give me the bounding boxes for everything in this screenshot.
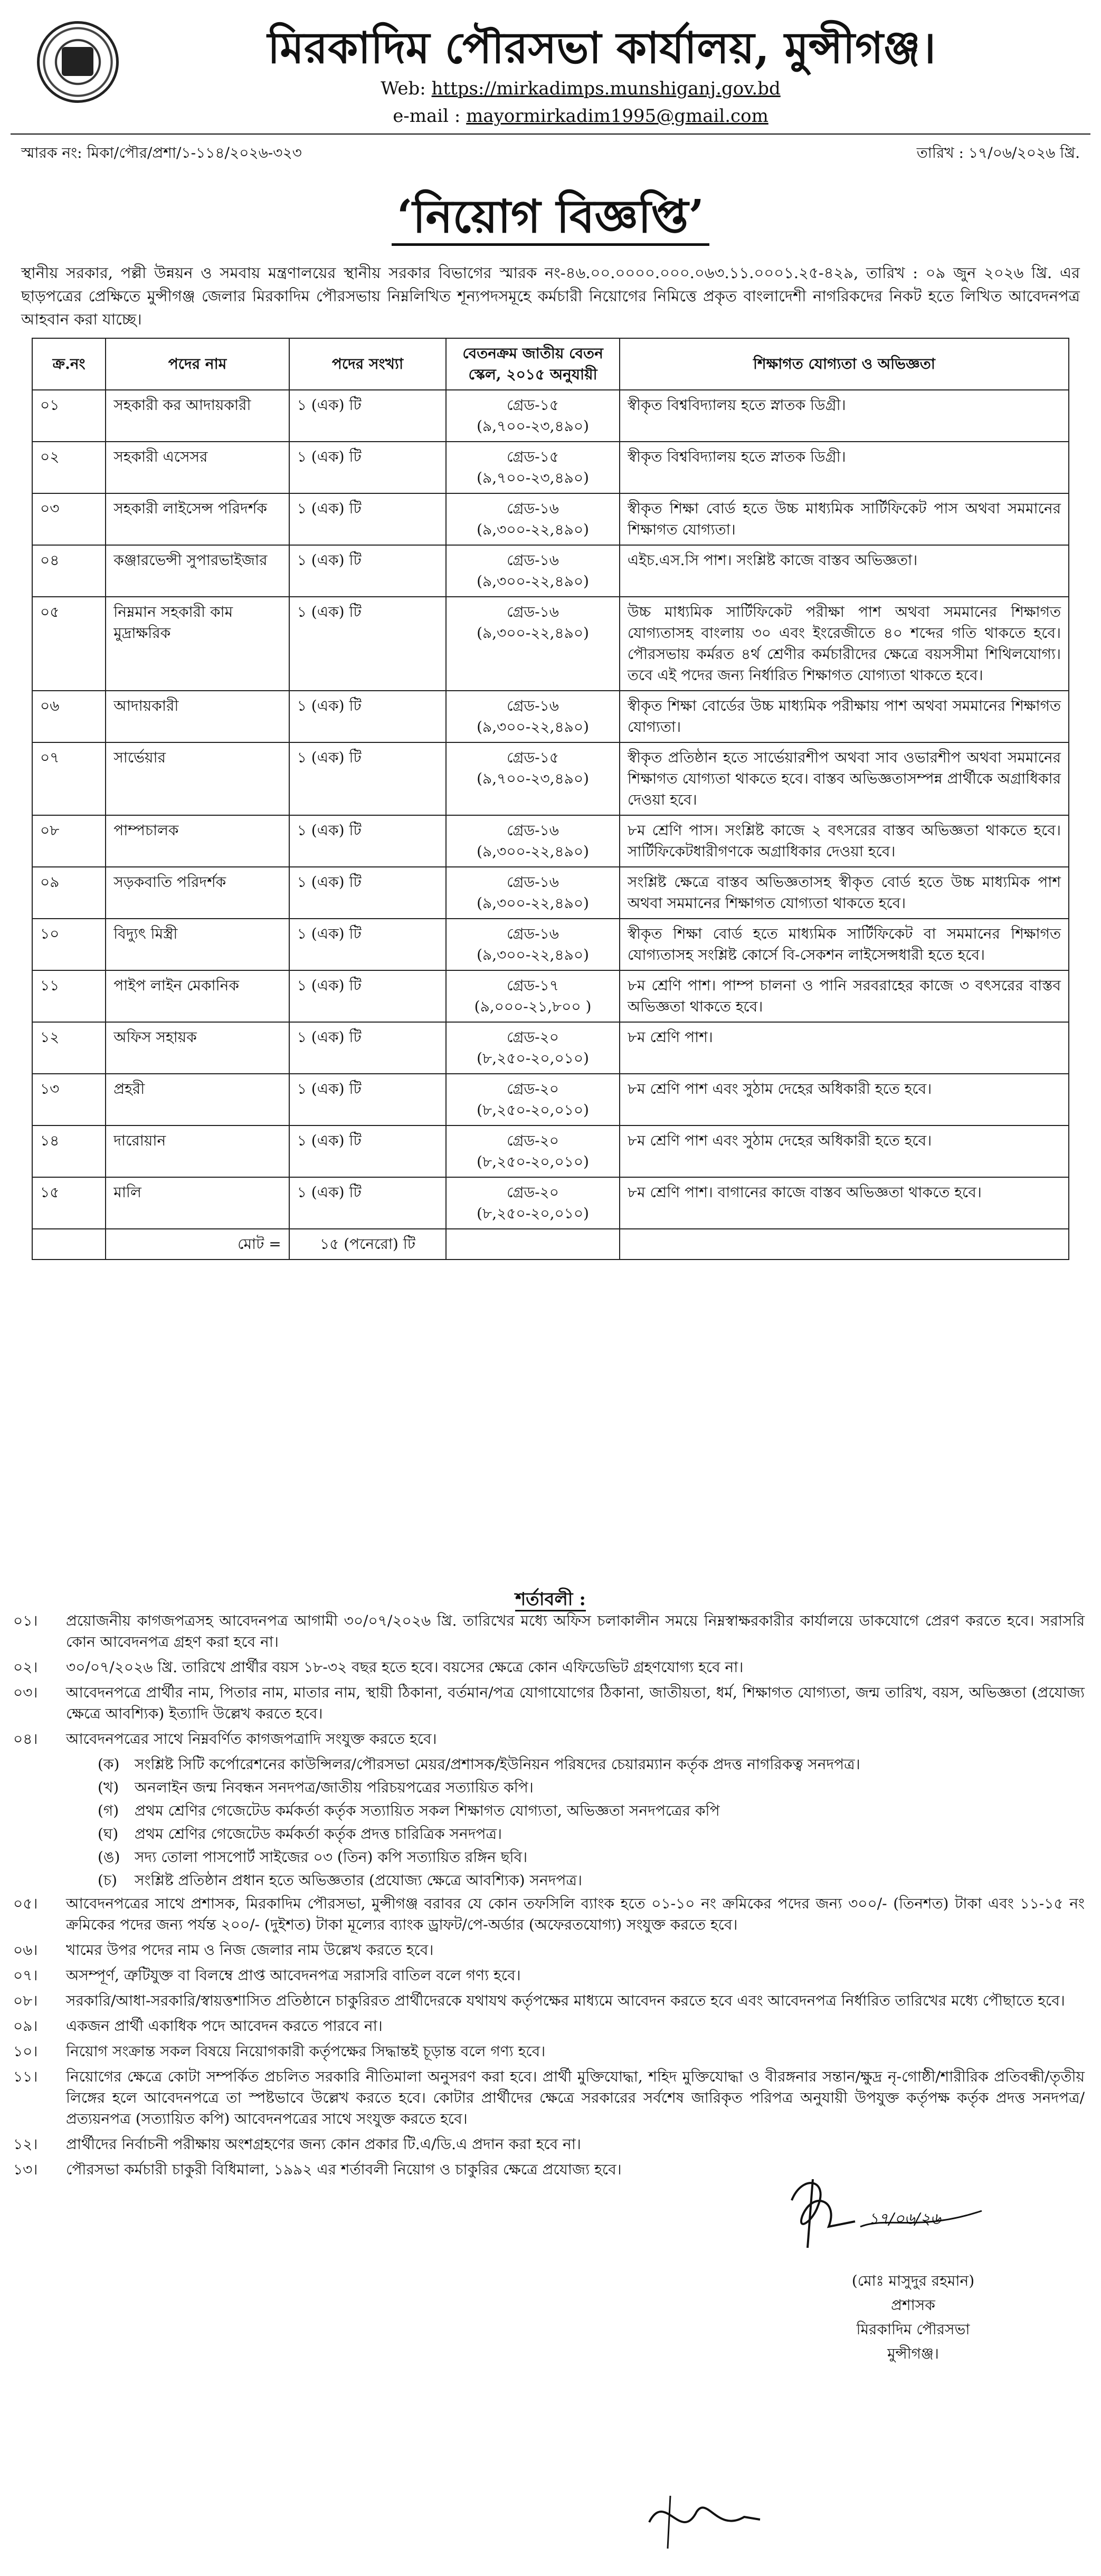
condition-number: (গ) [98, 1802, 119, 1819]
serial-cell: ১২ [32, 1022, 106, 1074]
post-count-cell: ১ (এক) টি [289, 867, 446, 919]
post-name-cell: সহকারী লাইসেন্স পরিদর্শক [106, 493, 289, 545]
email-label: e-mail : [393, 106, 461, 127]
header-divider [11, 133, 1090, 135]
serial-cell: ০৮ [32, 815, 106, 867]
table-row [32, 970, 1069, 1022]
qualification-cell: স্বীকৃত বিশ্ববিদ্যালয় হতে স্নাতক ডিগ্রী। [620, 442, 1069, 493]
table-row [32, 597, 1069, 691]
post-name-cell: প্রহরী [106, 1074, 289, 1125]
condition-item [13, 1610, 1085, 1653]
total-value: ১৫ (পনেরো) টি [289, 1229, 446, 1260]
condition-text: প্রথম শ্রেণির গেজেটেড কর্মকর্তা কর্তৃক সত্যায়িত সকল শিক্ষাগত যোগ্যতা, অভিজ্ঞতা সনদপত্রের কপি [135, 1802, 720, 1819]
condition-subitem [98, 1800, 1085, 1821]
post-name-cell: অফিস সহায়ক [106, 1022, 289, 1074]
post-count-cell: ১ (এক) টি [289, 545, 446, 597]
table-row [32, 1177, 1069, 1229]
pay-scale-cell: গ্রেড-১৫ (৯,৭০০-২৩,৪৯০) [446, 442, 620, 493]
notice-title: ‘নিয়োগ বিজ্ঞপ্তি’ [392, 190, 709, 246]
serial-cell: ১৩ [32, 1074, 106, 1125]
table-row [32, 867, 1069, 919]
post-count-cell: ১ (এক) টি [289, 691, 446, 742]
condition-item [13, 2134, 1085, 2155]
vacancy-rows [32, 390, 1069, 1229]
condition-subitem [98, 1754, 1085, 1775]
condition-text: সদ্য তোলা পাসপোর্ট সাইজের ০৩ (তিন) কপি সত্যায়িত রঙ্গিন ছবি। [135, 1848, 528, 1866]
condition-number: ০১। [13, 1612, 38, 1629]
qualification-cell: সংশ্লিষ্ট ক্ষেত্রে বাস্তব অভিজ্ঞতাসহ স্বীকৃত বোর্ড হতে উচ্চ মাধ্যমিক পাশ অথবা সমমানের শিক্ষাগত যোগ্যতা থাকতে হবে। [620, 867, 1069, 919]
condition-text: আবেদনপত্রের সাথে নিম্নবর্ণিত কাগজপত্রাদি সংযুক্ত করতে হবে। [66, 1730, 437, 1748]
post-count-cell: ১ (এক) টি [289, 1177, 446, 1229]
post-count-cell: ১ (এক) টি [289, 919, 446, 970]
condition-item [13, 2016, 1085, 2037]
qualification-cell: ৮ম শ্রেণি পাশ এবং সুঠাম দেহের অধিকারী হতে হবে। [620, 1074, 1069, 1125]
pay-scale-cell: গ্রেড-১৬ (৯,৩০০-২২,৪৯০) [446, 691, 620, 742]
website-link[interactable]: https://mirkadimps.munshiganj.gov.bd [431, 78, 781, 99]
condition-text: সংশ্লিষ্ট সিটি কর্পোরেশনের কাউন্সিলর/পৌরসভা মেয়র/প্রশাসক/ইউনিয়ন পরিষদের চেয়ারম্যান কর্তৃক প্রদত্ত নাগরিকত্ব সনদপত্র। [135, 1756, 860, 1773]
post-count-cell: ১ (এক) টি [289, 970, 446, 1022]
qualification-cell: ৮ম শ্রেণি পাশ। [620, 1022, 1069, 1074]
table-row [32, 545, 1069, 597]
serial-cell: ১৫ [32, 1177, 106, 1229]
qualification-cell: স্বীকৃত বিশ্ববিদ্যালয় হতে স্নাতক ডিগ্রী। [620, 390, 1069, 442]
condition-text: পৌরসভা কর্মচারী চাকুরী বিধিমালা, ১৯৯২ এর শর্তাবলী নিয়োগ ও চাকুরির ক্ষেত্রে প্রযোজ্য হবে। [66, 2161, 622, 2178]
condition-subitem [98, 1870, 1085, 1891]
condition-number: ১১। [13, 2068, 38, 2085]
serial-cell: ১০ [32, 919, 106, 970]
condition-text: সরকারি/আধা-সরকারি/স্বায়ত্তশাসিত প্রতিষ্ঠানে চাকুরিরত প্রার্থীদেরকে যথাযথ কর্তৃপক্ষের মাধ্যমে আবেদন করতে হবে এবং আবেদনপত্র নির্ধারিত তারিখের মধ্যে পৌছাতে হবে। [66, 1992, 1065, 2009]
intro-paragraph: স্থানীয় সরকার, পল্লী উন্নয়ন ও সমবায় মন্ত্রণালয়ের স্থানীয় সরকার বিভাগের স্মারক নং-৪৬.০০.০০০০.০০০.০৬৩.১১.০০০১.২৫-৪২৯, তারিখ : ০৯ জুন ২০২৬ খ্রি. এর ছাড়পত্রের প্রেক্ষিতে মুন্সীগঞ্জ জেলার মিরকাদিম পৌরসভায় নিম্নলিখিত শূন্যপদসমূহে কর্মচারী নিয়োগের নিমিত্তে প্রকৃত বাংলাদেশী নাগরিকদের নিকট হতে লিখিত আবেদনপত্র আহবান করা যাচ্ছে। [21, 264, 1080, 328]
post-count-cell: ১ (এক) টি [289, 742, 446, 815]
website-line [317, 78, 844, 99]
post-name-cell: পাইপ লাইন মেকানিক [106, 970, 289, 1022]
condition-text: অনলাইন জন্ম নিবন্ধন সনদপত্র/জাতীয় পরিচয়পত্রের সত্যায়িত কপি। [135, 1779, 534, 1796]
condition-number: (ঘ) [98, 1825, 119, 1843]
condition-number: (ক) [98, 1756, 120, 1773]
qualification-cell: স্বীকৃত শিক্ষা বোর্ডের উচ্চ মাধ্যমিক পরীক্ষায় পাশ অথবা সমমানের শিক্ষাগত যোগ্যতা। [620, 691, 1069, 742]
condition-text: নিয়োগের ক্ষেত্রে কোটা সম্পর্কিত প্রচলিত সরকারি নীতিমালা অনুসরণ করা হবে। প্রার্থী মুক্তিযোদ্ধা, শহিদ মুক্তিযোদ্ধা ও বীরঙ্গনার সন্তান/ক্ষুদ্র নৃ-গোষ্ঠী/শারীরিক প্রতিবন্ধী/তৃতীয় লিঙ্গের হলে আবেদনপত্রে তা স্পষ্টভাবে উল্লেখ করতে হবে। কোটার প্রার্থীদের ক্ষেত্রে সরকারের সর্বশেষ জারিকৃত পরিপত্র অনুযায়ী উপযুক্ত কর্তৃপক্ষ কর্তৃক প্রদত্ত সনদপত্র/প্রত্যয়নপত্র (সত্যায়িত কপি) আবেদনপত্রের সাথে সংযুক্ত করতে হবে। [66, 2068, 1085, 2127]
municipality-seal-logo [37, 21, 119, 103]
condition-number: (ঙ) [98, 1848, 120, 1866]
condition-number: (খ) [98, 1779, 119, 1796]
condition-text: প্রার্থীদের নির্বাচনী পরীক্ষায় অংশগ্রহণের জন্য কোন প্রকার টি.এ/ডি.এ প্রদান করা হবে না। [66, 2135, 581, 2153]
qualification-cell: স্বীকৃত শিক্ষা বোর্ড হতে উচ্চ মাধ্যমিক সার্টিফিকেট পাস অথবা সমমানের শিক্ষাগত যোগ্যতা। [620, 493, 1069, 545]
col-qualification-header: শিক্ষাগত যোগ্যতা ও অভিজ্ঞতা [620, 338, 1069, 390]
condition-subitem [98, 1847, 1085, 1868]
pay-scale-cell: গ্রেড-১৫ (৯,৭০০-২৩,৪৯০) [446, 390, 620, 442]
serial-cell: ০৫ [32, 597, 106, 691]
conditions-subitems [13, 1754, 1085, 1891]
pay-scale-cell: গ্রেড-২০ (৮,২৫০-২০,০১০) [446, 1022, 620, 1074]
serial-cell: ০২ [32, 442, 106, 493]
col-scale-header: বেতনক্রম জাতীয় বেতন স্কেল, ২০১৫ অনুযায়ী [446, 338, 620, 390]
condition-text: প্রয়োজনীয় কাগজপত্রসহ আবেদনপত্র আগামী ৩০/০৭/২০২৬ খ্রি. তারিখের মধ্যে অফিস চলাকালীন সময়ে নিম্নস্বাক্ষরকারীর কার্যালয়ে ডাকযোগে প্রেরণ করতে হবে। সরাসরি কোন আবেদনপত্র গ্রহণ করা হবে না। [66, 1612, 1085, 1650]
condition-number: ০৫। [13, 1895, 38, 1912]
post-count-cell: ১ (এক) টি [289, 390, 446, 442]
condition-item [13, 1893, 1085, 1935]
pay-scale-cell: গ্রেড-১৬ (৯,৩০০-২২,৪৯০) [446, 597, 620, 691]
table-row [32, 1022, 1069, 1074]
pay-scale-cell: গ্রেড-২০ (৮,২৫০-২০,০১০) [446, 1177, 620, 1229]
post-name-cell: সহকারী কর আদায়কারী [106, 390, 289, 442]
email-link[interactable]: mayormirkadim1995@gmail.com [466, 106, 768, 127]
condition-item [13, 1965, 1085, 1986]
post-name-cell: সড়কবাতি পরিদর্শক [106, 867, 289, 919]
col-serial-header: ক্র.নং [32, 338, 106, 390]
condition-number: ০৬। [13, 1941, 38, 1959]
condition-number: ১৩। [13, 2161, 38, 2178]
condition-item [13, 2041, 1085, 2062]
table-row [32, 1074, 1069, 1125]
seal-emblem-icon [62, 47, 93, 76]
condition-text: নিয়োগ সংক্রান্ত সকল বিষয়ে নিয়োগকারী কর্তৃপক্ষের সিদ্ধান্তই চূড়ান্ত বলে গণ্য হবে। [66, 2043, 546, 2060]
signature-block [802, 2269, 1024, 2366]
conditions-items [13, 1610, 1085, 1750]
serial-cell: ০১ [32, 390, 106, 442]
signature-date: ১৭/০৬/২৬ [868, 2210, 941, 2228]
memo-number: স্মারক নং: মিকা/পৌর/প্রশা/১-১১৪/২০২৬-৩২৩ [21, 144, 302, 161]
total-empty-cell [32, 1229, 106, 1260]
table-row [32, 390, 1069, 442]
total-label: মোট = [106, 1229, 289, 1260]
email-line [317, 106, 844, 127]
total-empty-cell [446, 1229, 620, 1260]
condition-item [13, 1729, 1085, 1750]
post-count-cell: ১ (এক) টি [289, 1074, 446, 1125]
qualification-cell: এইচ.এস.সি পাশ। সংশ্লিষ্ট কাজে বাস্তব অভিজ্ঞতা। [620, 545, 1069, 597]
qualification-cell: স্বীকৃত শিক্ষা বোর্ড হতে মাধ্যমিক সার্টিফিকেট বা সমমানের শিক্ষাগত যোগ্যতাসহ সংশ্লিষ্ট কোর্সে বি-সেকশন লাইসেন্সধারী হতে হবে। [620, 919, 1069, 970]
vacancy-table [32, 338, 1069, 1260]
serial-cell: ১৪ [32, 1125, 106, 1177]
serial-cell: ১১ [32, 970, 106, 1022]
handwritten-signature-icon [781, 2169, 992, 2258]
post-name-cell: কঞ্জারভেন্সী সুপারভাইজার [106, 545, 289, 597]
col-post-header: পদের নাম [106, 338, 289, 390]
pay-scale-cell: গ্রেড-১৫ (৯,৭০০-২৩,৪৯০) [446, 742, 620, 815]
post-name-cell: বিদ্যুৎ মিস্ত্রী [106, 919, 289, 970]
post-count-cell: ১ (এক) টি [289, 597, 446, 691]
condition-item [13, 1990, 1085, 2011]
condition-number: ১০। [13, 2043, 38, 2060]
condition-number: ০৭। [13, 1967, 38, 1984]
post-name-cell: সহকারী এসেসর [106, 442, 289, 493]
post-count-cell: ১ (এক) টি [289, 1125, 446, 1177]
post-name-cell: সার্ভেয়ার [106, 742, 289, 815]
condition-number: ১২। [13, 2135, 38, 2153]
signatory-name: (মোঃ মাসুদুর রহমান) [851, 2272, 975, 2289]
pay-scale-cell: গ্রেড-২০ (৮,২৫০-২০,০১০) [446, 1074, 620, 1125]
condition-subitem [98, 1824, 1085, 1845]
table-row [32, 919, 1069, 970]
condition-text: আবেদনপত্রে প্রার্থীর নাম, পিতার নাম, মাতার নাম, স্থায়ী ঠিকানা, বর্তমান/পত্র যোগাযোগের ঠিকানা, জাতীয়তা, ধর্ম, শিক্ষাগত যোগ্যতা, জন্ম তারিখ, বয়স, অভিজ্ঞতা (প্রযোজ্য ক্ষেত্রে আবশ্যিক) ইত্যাদি উল্লেখ করতে হবে। [66, 1684, 1085, 1722]
table-header-row [32, 338, 1069, 390]
condition-text: খামের উপর পদের নাম ও নিজ জেলার নাম উল্লেখ করতে হবে। [66, 1941, 434, 1959]
table-row [32, 815, 1069, 867]
post-name-cell: পাম্পচালক [106, 815, 289, 867]
serial-cell: ০৩ [32, 493, 106, 545]
condition-item [13, 1940, 1085, 1961]
notice-date: তারিখ : ১৭/০৬/২০২৬ খ্রি. [916, 144, 1080, 161]
office-title: মিরকাদিম পৌরসভা কার্যালয়, মুন্সীগঞ্জ। [267, 23, 936, 73]
table-row [32, 442, 1069, 493]
post-count-cell: ১ (এক) টি [289, 1022, 446, 1074]
pay-scale-cell: গ্রেড-১৭ (৯,০০০-২১,৮০০ ) [446, 970, 620, 1022]
condition-number: ০৪। [13, 1730, 38, 1748]
post-count-cell: ১ (এক) টি [289, 442, 446, 493]
notice-headline [0, 182, 1101, 257]
table-row [32, 493, 1069, 545]
post-name-cell: দারোয়ান [106, 1125, 289, 1177]
pay-scale-cell: গ্রেড-১৬ (৯,৩০০-২২,৪৯০) [446, 815, 620, 867]
conditions-title: শর্তাবলী : [515, 1589, 586, 1611]
post-count-cell: ১ (এক) টি [289, 815, 446, 867]
condition-number: ০২। [13, 1658, 38, 1676]
qualification-cell: স্বীকৃত প্রতিষ্ঠান হতে সার্ভেয়ারশীপ অথবা সাব ওভারশীপ অথবা সমমানের শিক্ষাগত যোগ্যতা থাকতে হবে। বাস্তব অভিজ্ঞতাসম্পন্ন প্রার্থীকে অগ্রাধিকার দেওয়া হবে। [620, 742, 1069, 815]
serial-cell: ০৯ [32, 867, 106, 919]
condition-number: ০৮। [13, 1992, 38, 2009]
condition-item [13, 2066, 1085, 2130]
post-name-cell: মালি [106, 1177, 289, 1229]
table-row [32, 742, 1069, 815]
pay-scale-cell: গ্রেড-১৬ (৯,৩০০-২২,৪৯০) [446, 493, 620, 545]
pay-scale-cell: গ্রেড-২০ (৮,২৫০-২০,০১০) [446, 1125, 620, 1177]
table-row [32, 691, 1069, 742]
signatory-place: মুন্সীগঞ্জ। [887, 2345, 939, 2362]
post-name-cell: নিম্নমান সহকারী কাম মুদ্রাক্ষরিক [106, 597, 289, 691]
web-label: Web: [381, 78, 426, 99]
qualification-cell: উচ্চ মাধ্যমিক সার্টিফিকেট পরীক্ষা পাশ অথবা সমমানের শিক্ষাগত যোগ্যতাসহ বাংলায় ৩০ এবং ইংরেজীতে ৪০ শব্দের গতি থাকতে হবে। পৌরসভায় কর্মরত ৪র্থ শ্রেণীর কর্মচারীদের ক্ষেত্রে বয়সসীমা শিথিলযোগ্য। তবে এই পদের জন্য নির্ধারিত শিক্ষাগত যোগ্যতা থাকতে হবে। [620, 597, 1069, 691]
conditions-list [13, 1610, 1085, 2184]
condition-text: আবেদনপত্রের সাথে প্রশাসক, মিরকাদিম পৌরসভা, মুন্সীগঞ্জ বরাবর যে কোন তফসিলি ব্যাংক হতে ০১-১০ নং ক্রমিকের পদের জন্য ৩০০/- (তিনশত) টাকা এবং ১১-১৫ নং ক্রমিকের পদের জন্য পর্যন্ত ২০০/- (দুইশত) টাকা মূল্যের ব্যাংক ড্রাফট/পে-অর্ডার (অফেরতযোগ্য) সংযুক্ত করতে হবে। [66, 1895, 1085, 1933]
qualification-cell: ৮ম শ্রেণি পাশ এবং সুঠাম দেহের অধিকারী হতে হবে। [620, 1125, 1069, 1177]
condition-number: ০৯। [13, 2017, 38, 2035]
condition-text: অসম্পূর্ণ, ত্রুটিযুক্ত বা বিলম্বে প্রাপ্ত আবেদনপত্র সরাসরি বাতিল বলে গণ্য হবে। [66, 1967, 521, 1984]
conditions-items-after [13, 1893, 1085, 2180]
post-name-cell: আদায়কারী [106, 691, 289, 742]
condition-text: ৩০/০৭/২০২৬ খ্রি. তারিখে প্রার্থীর বয়স ১৮-৩২ বছর হতে হবে। বয়সের ক্ষেত্রে কোন এফিডেভিট গ্রহণযোগ্য হবে না। [66, 1658, 744, 1676]
pay-scale-cell: গ্রেড-১৬ (৯,৩০০-২২,৪৯০) [446, 545, 620, 597]
condition-number: ০৩। [13, 1684, 38, 1701]
pay-scale-cell: গ্রেড-১৬ (৯,৩০০-২২,৪৯০) [446, 867, 620, 919]
table-row [32, 1125, 1069, 1177]
condition-subitem [98, 1777, 1085, 1798]
condition-number: (চ) [98, 1872, 117, 1889]
qualification-cell: ৮ম শ্রেণি পাস। সংশ্লিষ্ট কাজে ২ বৎসরের বাস্তব অভিজ্ঞতা থাকতে হবে। সার্টিফিকেটধারীগণকে অগ্রাধিকার দেওয়া হবে। [620, 815, 1069, 867]
col-count-header: পদের সংখ্যা [289, 338, 446, 390]
pay-scale-cell: গ্রেড-১৬ (৯,৩০০-২২,৪৯০) [446, 919, 620, 970]
serial-cell: ০৬ [32, 691, 106, 742]
condition-item [13, 1682, 1085, 1724]
qualification-cell: ৮ম শ্রেণি পাশ। পাম্প চালনা ও পানি সরবরাহের কাজে ৩ বৎসরের বাস্তব অভিজ্ঞতা থাকতে হবে। [620, 970, 1069, 1022]
serial-cell: ০৪ [32, 545, 106, 597]
qualification-cell: ৮ম শ্রেণি পাশ। বাগানের কাজে বাস্তব অভিজ্ঞতা থাকতে হবে। [620, 1177, 1069, 1229]
condition-text: সংশ্লিষ্ট প্রতিষ্ঠান প্রধান হতে অভিজ্ঞতার (প্রযোজ্য ক্ষেত্রে আবশ্যিক) সনদপত্র। [135, 1872, 582, 1889]
post-count-cell: ১ (এক) টি [289, 493, 446, 545]
signatory-organization: মিরকাদিম পৌরসভা [856, 2321, 970, 2338]
condition-item [13, 1657, 1085, 1678]
total-empty-cell [620, 1229, 1069, 1260]
table-total-row [32, 1229, 1069, 1260]
signatory-designation: প্রশাসক [891, 2296, 935, 2314]
serial-cell: ০৭ [32, 742, 106, 815]
condition-text: প্রথম শ্রেণির গেজেটেড কর্মকর্তা কর্তৃক প্রদত্ত চারিত্রিক সনদপত্র। [135, 1825, 502, 1843]
condition-text: একজন প্রার্থী একাধিক পদে আবেদন করতে পারবে না। [66, 2017, 383, 2035]
second-signature-icon [639, 2480, 765, 2554]
